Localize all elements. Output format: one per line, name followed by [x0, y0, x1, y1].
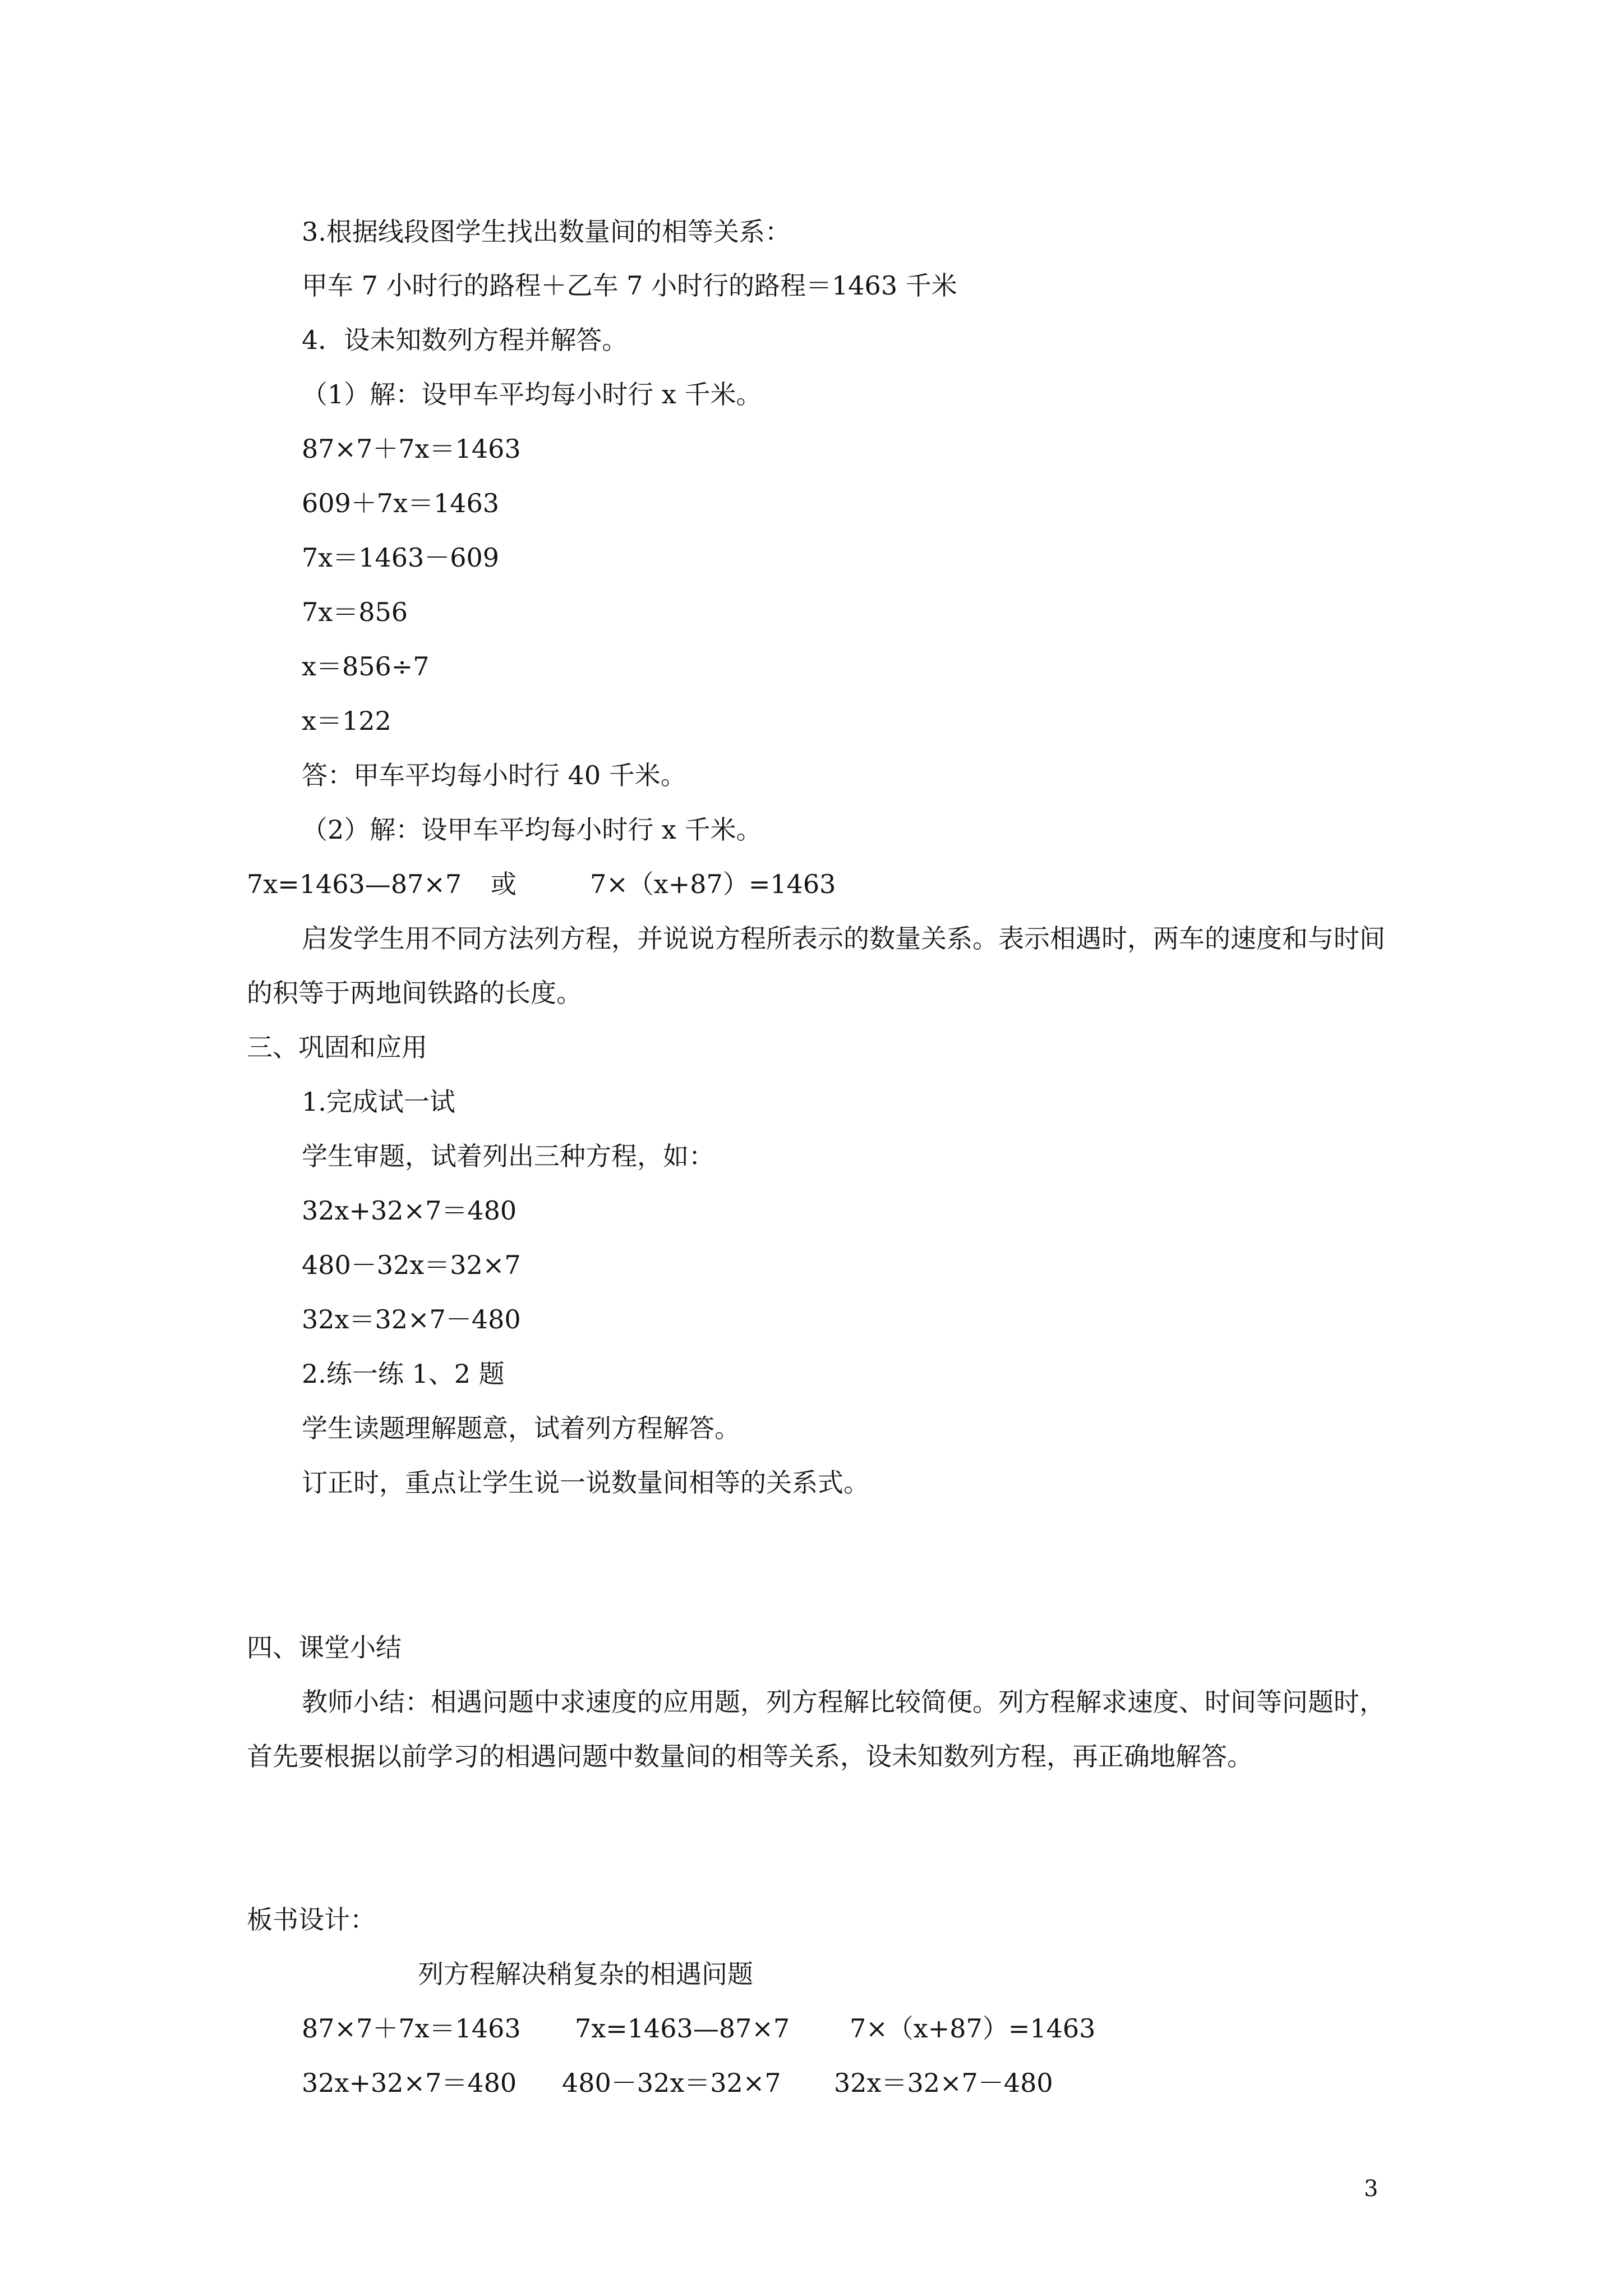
board-equation: 87×7＋7x＝1463: [302, 2013, 521, 2044]
step4-heading: 4．设未知数列方程并解答。: [302, 325, 628, 355]
step3-heading: 3.根据线段图学生找出数量间的相等关系：: [302, 217, 791, 247]
method1-heading: （1）解：设甲车平均每小时行 x 千米。: [302, 379, 762, 409]
board-equation: 7×（x+87）=1463: [850, 2013, 1096, 2044]
practice-equation: 32x+32×7＝480: [302, 1195, 517, 1226]
method2-equation-a: 7x=1463—87×7: [247, 869, 462, 899]
section-four-title: 四、课堂小结: [247, 1632, 402, 1663]
equality-relation: 甲车 7 小时行的路程＋乙车 7 小时行的路程＝1463 千米: [302, 270, 957, 301]
board-label: 板书设计：: [247, 1904, 376, 1935]
method2-equation-b: 7×（x+87）=1463: [590, 869, 836, 899]
board-equation: 32x＝32×7－480: [834, 2068, 1053, 2098]
item2-heading: 2.练一练 1、2 题: [302, 1359, 505, 1389]
method1-step: 7x＝856: [302, 597, 408, 627]
board-equation: 32x+32×7＝480: [302, 2068, 517, 2098]
method2-heading: （2）解：设甲车平均每小时行 x 千米。: [302, 815, 762, 845]
method1-step: 7x＝1463－609: [302, 542, 500, 573]
method2-or: 或: [491, 869, 517, 899]
method1-step: 609＋7x＝1463: [302, 488, 500, 518]
page-number: 3: [1364, 2176, 1378, 2202]
item1-description: 学生审题，试着列出三种方程，如：: [302, 1141, 714, 1171]
method1-answer: 答：甲车平均每小时行 40 千米。: [302, 760, 686, 790]
method1-step: x＝122: [302, 706, 391, 736]
practice-equation: 32x＝32×7－480: [302, 1304, 521, 1335]
inspire-paragraph: 启发学生用不同方法列方程，并说说方程所表示的数量关系。表示相遇时，两车的速度和与时间的积等于两地间铁路的长度。: [247, 923, 1385, 1008]
board-title: 列方程解决稍复杂的相遇问题: [418, 1959, 753, 1989]
practice-equation: 480－32x＝32×7: [302, 1250, 521, 1280]
item1-heading: 1.完成试一试: [302, 1087, 455, 1117]
method1-step: 87×7＋7x＝1463: [302, 434, 521, 464]
item2-description: 学生读题理解题意，试着列方程解答。: [302, 1413, 740, 1443]
method1-step: x＝856÷7: [302, 651, 430, 682]
board-equation: 7x=1463—87×7: [575, 2013, 790, 2044]
summary-paragraph: 教师小结：相遇问题中求速度的应用题，列方程解比较简便。列方程解求速度、时间等问题时，首先要根据以前学习的相遇问题中数量间的相等关系，设未知数列方程，再正确地解答。: [247, 1687, 1385, 1772]
item2-note: 订正时，重点让学生说一说数量间相等的关系式。: [302, 1467, 869, 1498]
board-equation: 480－32x＝32×7: [562, 2068, 781, 2098]
section-three-title: 三、巩固和应用: [247, 1032, 427, 1062]
